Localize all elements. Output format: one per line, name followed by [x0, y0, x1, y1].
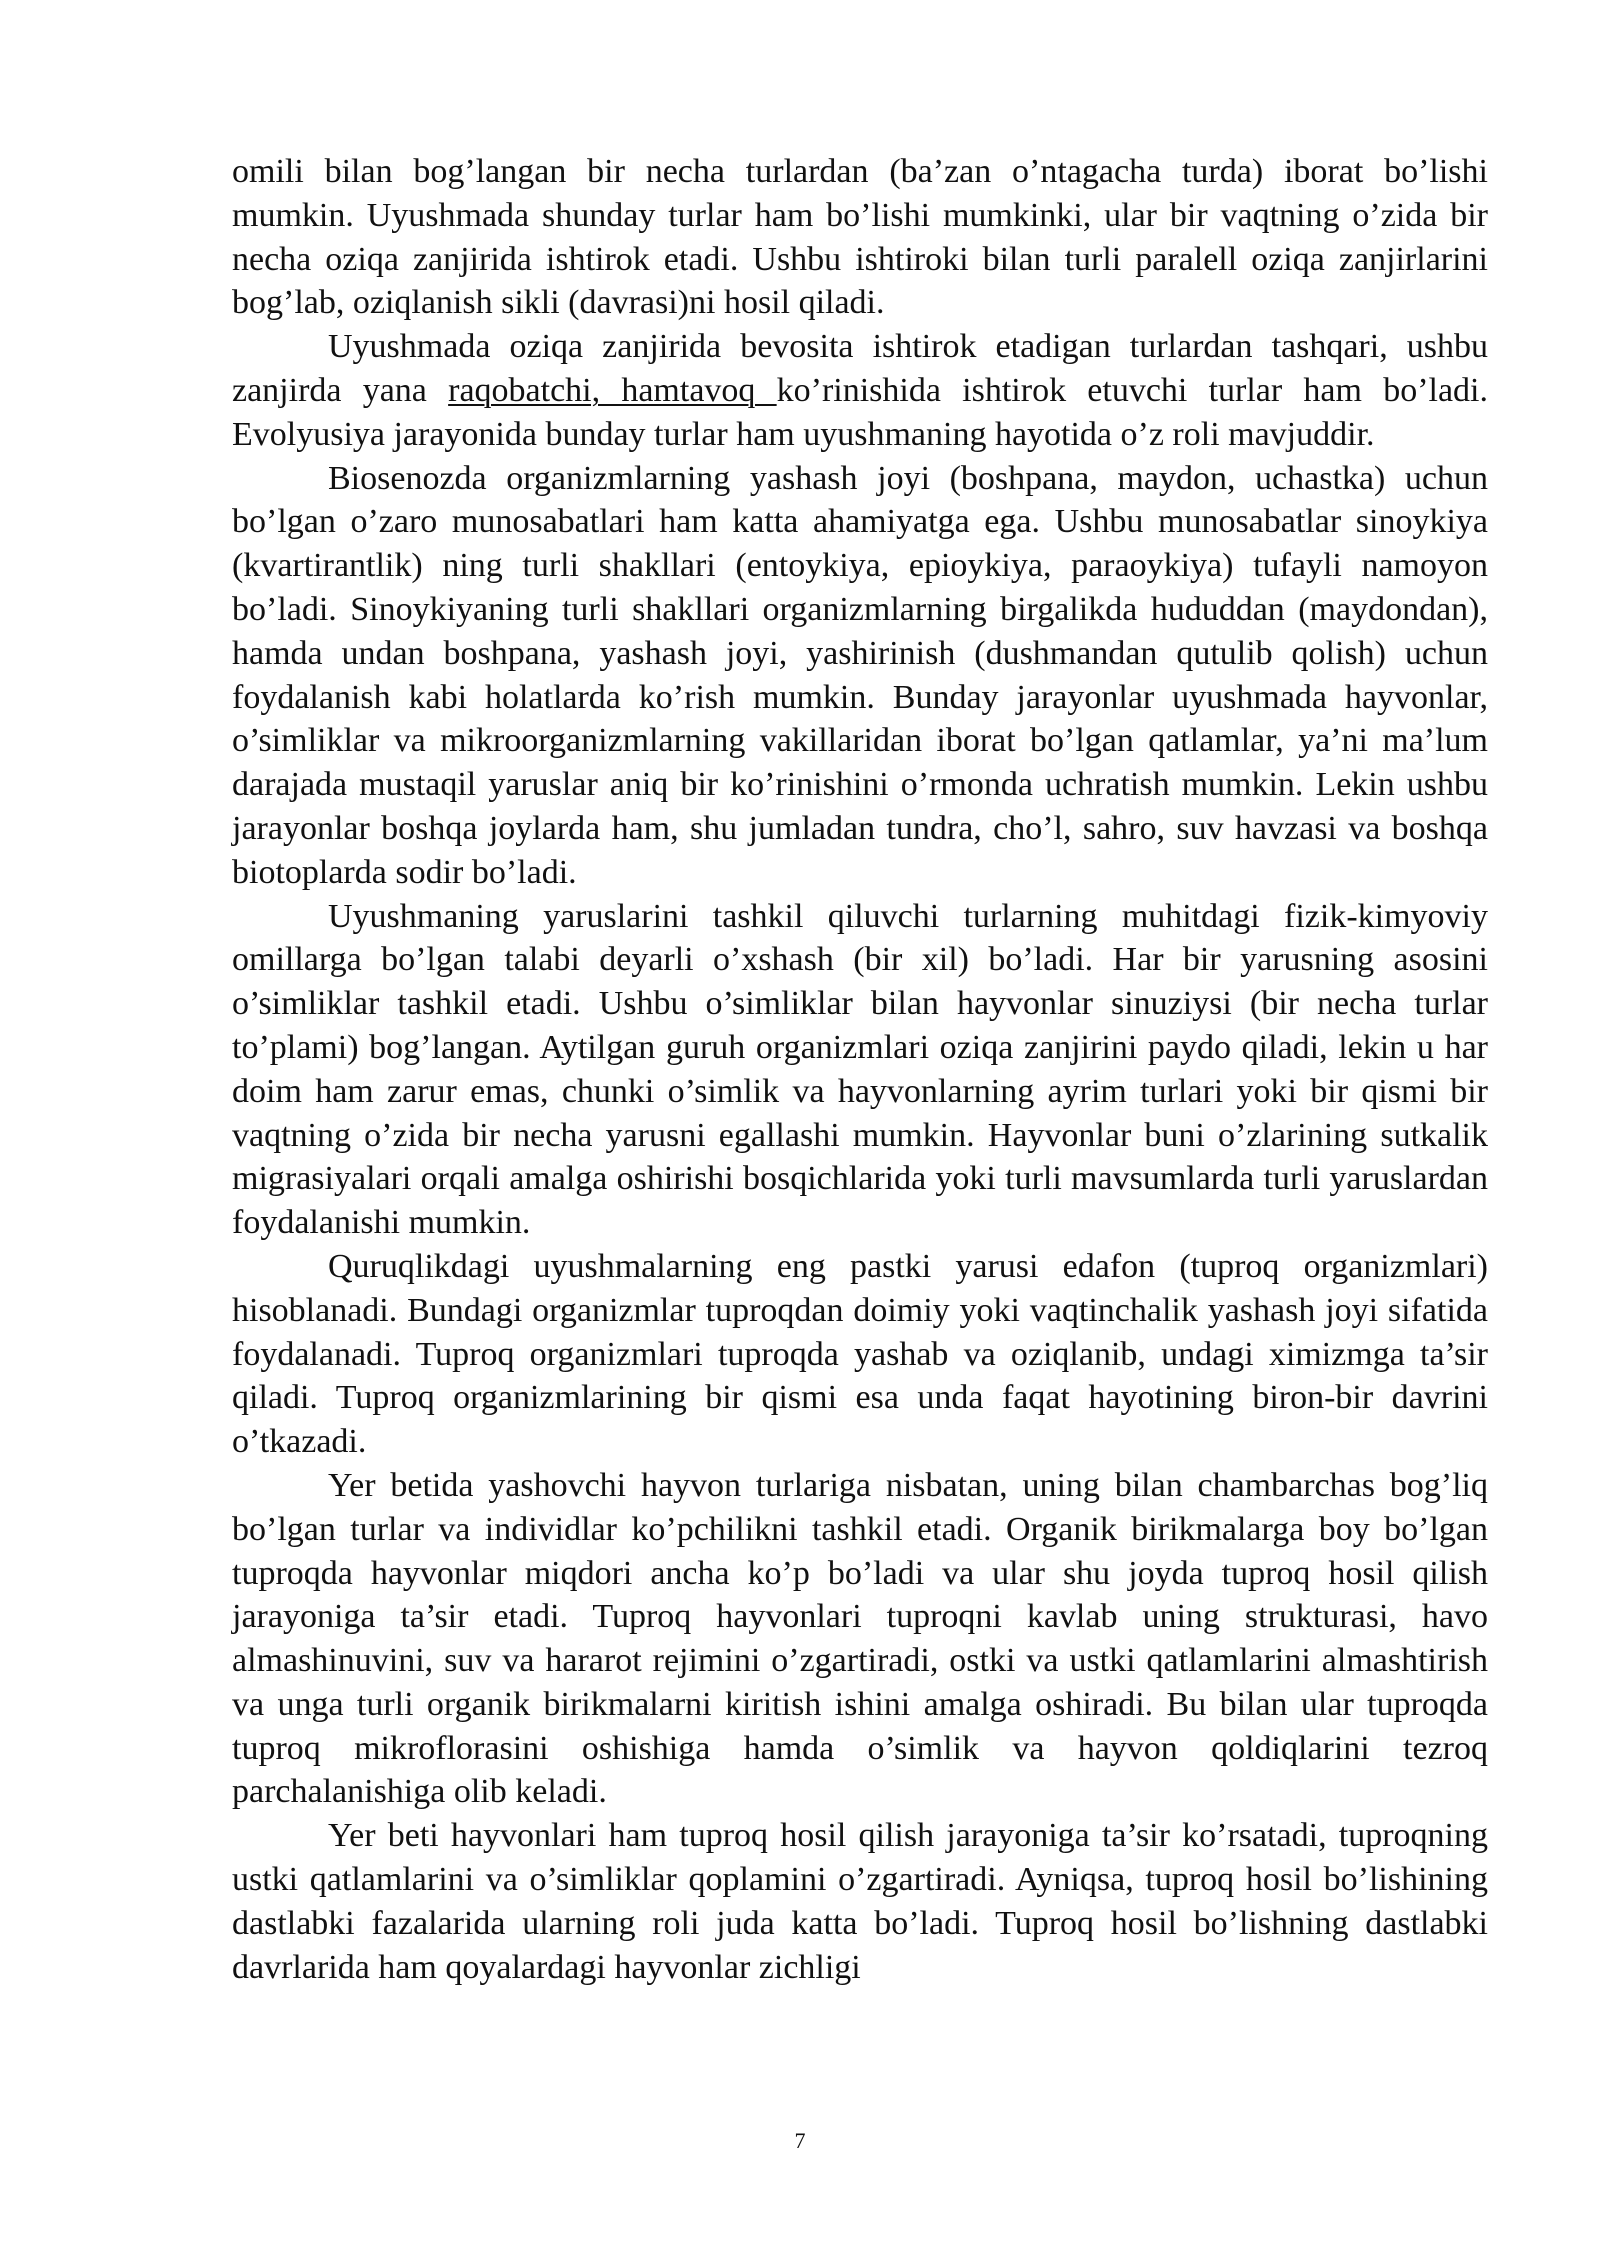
paragraph-1: omili bilan bog’langan bir necha turlardan (ba’zan o’ntagacha turda) iborat bo’lishi mumkin. Uyushmada shunday turlar ham bo’lishi mumkinki, ular bir vaqtning o’zida bir necha oziqa zanjirida ishtirok etadi. Ushbu ishtiroki bilan turli paralell oziqa zanjirlarini bog’lab, oziqlanish sikli (davrasi)ni hosil qiladi. — [232, 153, 1488, 322]
paragraph-4: Uyushmaning yaruslarini tashkil qiluvchi turlarning muhitdagi fizik-kimyoviy omillarga bo’lgan talabi deyarli o’xshash (bir xil) bo’ladi. Har bir yarusning asosini o’simliklar tashkil etadi. Ushbu o’simliklar bilan hayvonlar sinuziysi (bir necha turlar to’plami) bog’langan. Aytilgan guruh organizmlari oziqa zanjirini paydo qiladi, lekin u har doim ham zarur emas, chunki o’simlik va hayvonlarning ayrim turlari yoki bir qismi bir vaqtning o’zida bir necha yarusni egallashi mumkin. Hayvonlar buni o’zlarining sutkalik migrasiyalari orqali amalga oshirishi bosqichlarida yoki turli mavsumlarda turli yaruslardan foydalanishi mumkin. — [232, 897, 1488, 1242]
paragraph-2 — [232, 325, 1488, 456]
page-number: 7 — [794, 2128, 806, 2153]
underlined-phrase: raqobatchi, hamtavoq — [448, 371, 777, 409]
paragraph-2-start: Uyushmada oziqa zanjirida bevosita ishtirok etadigan turlardan tashqari, ushbu zanjirda yana — [232, 328, 1488, 409]
paragraph-2-end: ko’rinishida ishtirok etuvchi turlar ham bo’ladi. Evolyusiya jarayonida bunday turlar ham uyushmaning hayotida o’z roli mavjuddir. — [232, 371, 1489, 453]
paragraph-6: Yer betida yashovchi hayvon turlariga nisbatan, uning bilan chambarchas bog’liq bo’lgan turlar va individlar ko’pchilikni tashkil etadi. Organik birikmalarga boy bo’lgan tuproqda hayvonlar miqdori ancha ko’p bo’ladi va ular shu joyda tuproq hosil qilish jarayoniga ta’sir etadi. Tuproq hayvonlari tuproqni kavlab uning strukturasi, havo almashinuvini, suv va hararot rejimini o’zgartiradi, ostki va ustki qatlamlarini almashtirish va unga turli organik birikmalarni kiritish ishini amalga oshiradi. Bu bilan ular tuproqda tuproq mikroflorasini oshishiga hamda o’simlik va hayvon qoldiqlarini tezroq parchalanishiga olib keladi. — [232, 1466, 1488, 1811]
paragraph-3: Biosenozda organizmlarning yashash joyi (boshpana, maydon, uchastka) uchun bo’lgan o’zaro munosabatlari ham katta ahamiyatga ega. Ushbu munosabatlar sinoykiya (kvartirantlik) ning turli shakllari (entoykiya, epioykiya, paraoykiya) tufayli namoyon bo’ladi. Sinoykiyaning turli shakllari organizmlarning birgalikda hududdan (maydondan), hamda undan boshpana, yashash joyi, yashirinish (dushmandan qutulib qolish) uchun foydalanish kabi holatlarda ko’rish mumkin. Bunday jarayonlar uyushmada hayvonlar, o’simliklar va mikroorganizmlarning vakillaridan iborat bo’lgan qatlamlar, ya’ni ma’lum darajada mustaqil yaruslar aniq bir ko’rinishini o’rmonda uchratish mumkin. Lekin ushbu jarayonlar boshqa joylarda ham, shu jumladan tundra, cho’l, sahro, suv havzasi va boshqa biotoplarda sodir bo’ladi. — [232, 459, 1488, 891]
paragraph-5: Quruqlikdagi uyushmalarning eng pastki yarusi edafon (tuproq organizmlari) hisoblanadi. Bundagi organizmlar tuproqdan doimiy yoki vaqtinchalik yashash joyi sifatida foydalanadi. Tuproq organizmlari tuproqda yashab va oziqlanib, undagi ximizmga ta’sir qiladi. Tuproq organizmlarining bir qismi esa unda faqat hayotining biron-bir davrini o’tkazadi. — [232, 1247, 1488, 1461]
paragraph-7: Yer beti hayvonlari ham tuproq hosil qilish jarayoniga ta’sir ko’rsatadi, tuproqning ustki qatlamlarini va o’simliklar qoplamini o’zgartiradi. Ayniqsa, tuproq hosil bo’lishining dastlabki fazalarida ularning roli juda katta bo’ladi. Tuproq hosil bo’lishning dastlabki davrlarida ham qoyalardagi hayvonlar zichligi — [232, 1817, 1488, 1986]
body-text — [232, 150, 1488, 1989]
